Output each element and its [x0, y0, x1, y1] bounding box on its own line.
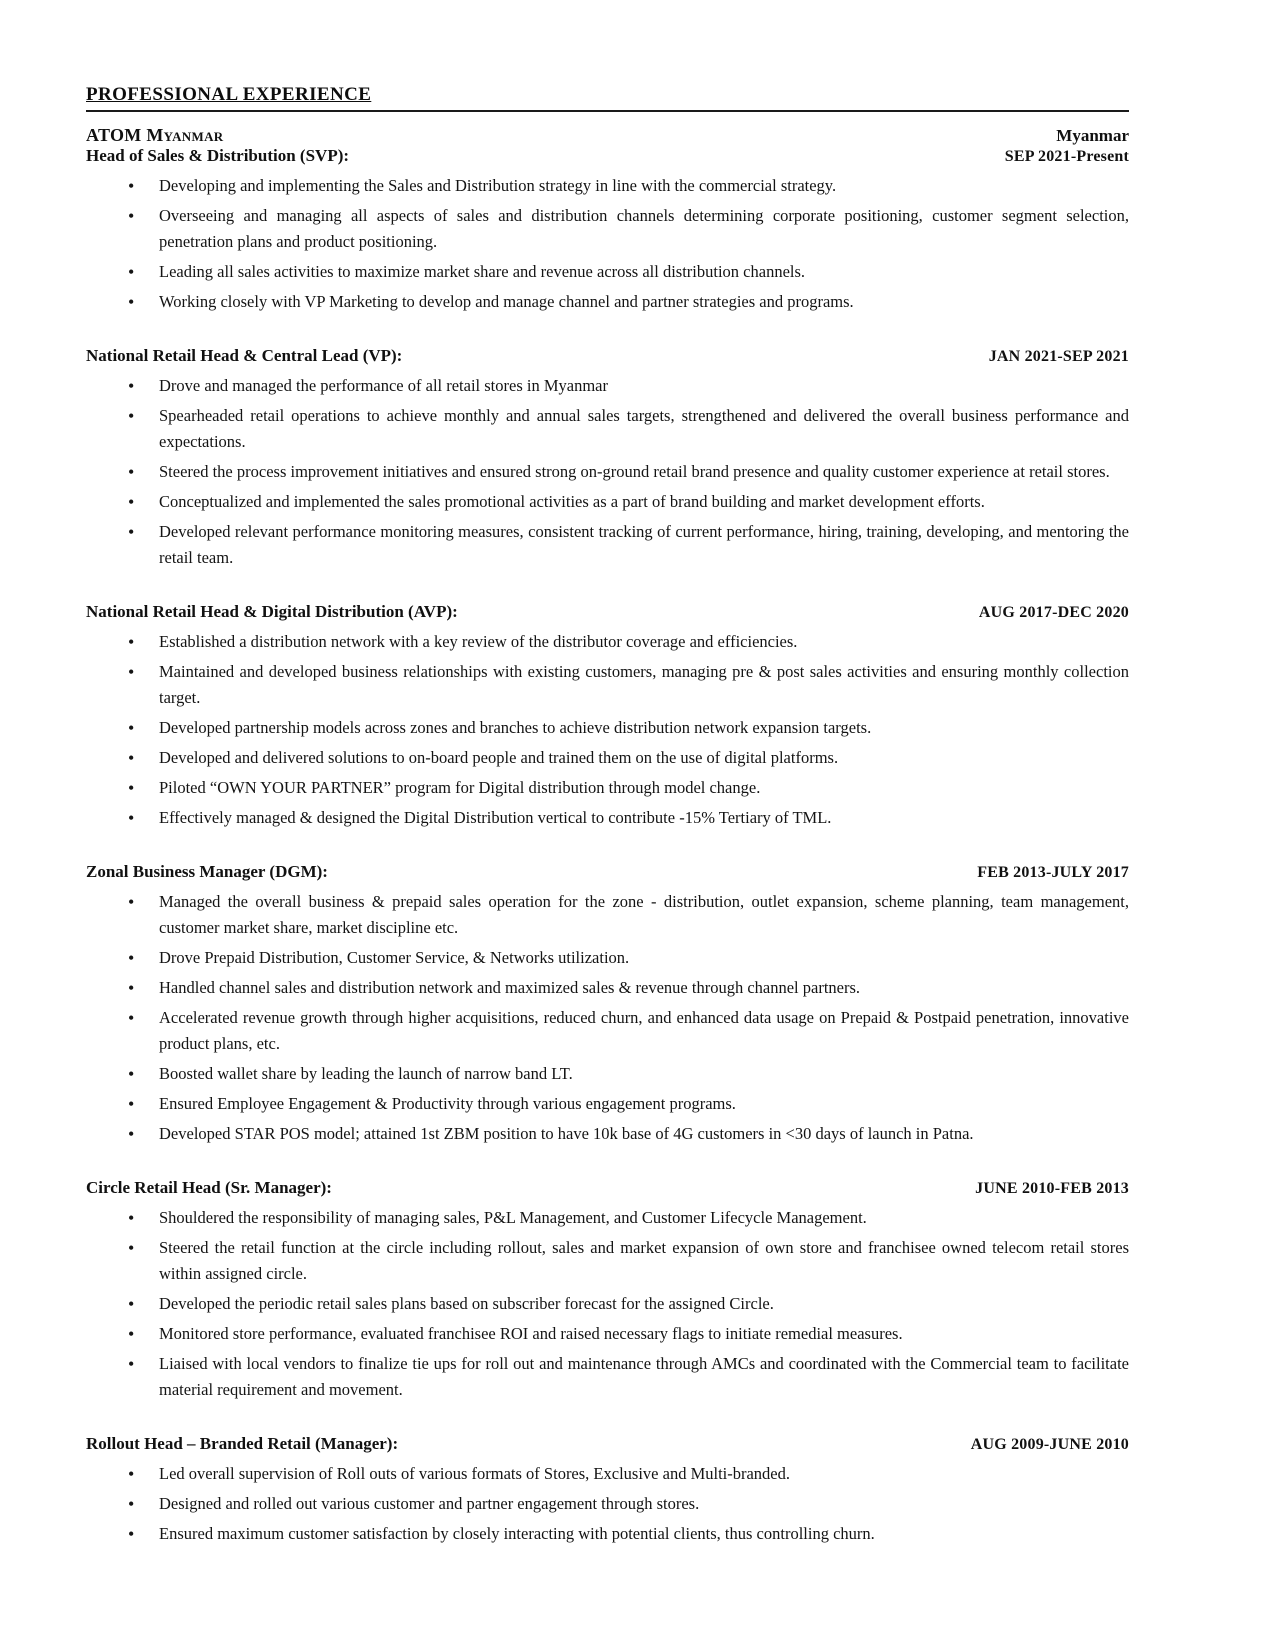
bullet-item: • Developed and delivered solutions to on-board people and trained them on the use of digital platforms. [126, 745, 1129, 771]
job-dates: SEP 2021-Present [1004, 148, 1129, 165]
bullet-item: • Boosted wallet share by leading the launch of narrow band LT. [126, 1061, 1129, 1087]
company-location: Myanmar [1056, 126, 1129, 145]
bullet-item: • Overseeing and managing all aspects of sales and distribution channels determining corporate positioning, customer segment selection, penetration plans and product positioning. [126, 203, 1129, 255]
job-dates: JAN 2021-SEP 2021 [988, 348, 1129, 365]
job-title: Head of Sales & Distribution (SVP): [86, 146, 350, 165]
bullet-item: • Monitored store performance, evaluated franchisee ROI and raised necessary flags to initiate remedial measures. [126, 1321, 1129, 1347]
bullet-list [126, 629, 1129, 831]
job-header [86, 346, 1129, 366]
bullet-item: • Developed partnership models across zones and branches to achieve distribution network expansion targets. [126, 715, 1129, 741]
bullet-item: • Accelerated revenue growth through higher acquisitions, reduced churn, and enhanced data usage on Prepaid & Postpaid penetration, innovative product plans, etc. [126, 1005, 1129, 1057]
job-dates: FEB 2013-JULY 2017 [977, 864, 1129, 881]
company-name: ATOM Myanmar [86, 125, 224, 145]
bullet-item: • Leading all sales activities to maximize market share and revenue across all distribution channels. [126, 259, 1129, 285]
bullet-item: • Handled channel sales and distribution network and maximized sales & revenue through channel partners. [126, 975, 1129, 1001]
bullet-item: • Drove Prepaid Distribution, Customer Service, & Networks utilization. [126, 945, 1129, 971]
job-title: National Retail Head & Digital Distribution (AVP): [86, 602, 458, 621]
job-section-avp [86, 602, 1129, 831]
job-header [86, 1434, 1129, 1454]
bullet-item: • Liaised with local vendors to finalize tie ups for roll out and maintenance through AMCs and coordinated with the Commercial team to facilitate material requirement and movement. [126, 1351, 1129, 1403]
bullet-item: • Led overall supervision of Roll outs of various formats of Stores, Exclusive and Multi-branded. [126, 1461, 1129, 1487]
job-section-manager [86, 1434, 1129, 1547]
bullet-item: • Maintained and developed business relationships with existing customers, managing pre & post sales activities and ensuring monthly collection target. [126, 659, 1129, 711]
job-title: Zonal Business Manager (DGM): [86, 862, 328, 881]
job-dates: AUG 2017-DEC 2020 [978, 604, 1129, 621]
job-header [86, 862, 1129, 882]
bullet-list [126, 889, 1129, 1147]
bullet-item: • Developed relevant performance monitoring measures, consistent tracking of current performance, hiring, training, developing, and mentoring the retail team. [126, 519, 1129, 571]
job-dates: JUNE 2010-FEB 2013 [975, 1180, 1129, 1197]
bullet-list [126, 1205, 1129, 1403]
bullet-item: • Developed the periodic retail sales plans based on subscriber forecast for the assigned Circle. [126, 1291, 1129, 1317]
bullet-item: • Designed and rolled out various customer and partner engagement through stores. [126, 1491, 1129, 1517]
bullet-item: • Steered the retail function at the circle including rollout, sales and market expansion of own store and franchisee owned telecom retail stores within assigned circle. [126, 1235, 1129, 1287]
job-header [86, 146, 1129, 166]
bullet-item: • Piloted “OWN YOUR PARTNER” program for Digital distribution through model change. [126, 775, 1129, 801]
bullet-item: • Effectively managed & designed the Digital Distribution vertical to contribute -15% Tertiary of TML. [126, 805, 1129, 831]
job-dates: AUG 2009-JUNE 2010 [970, 1436, 1129, 1453]
bullet-item: • Spearheaded retail operations to achieve monthly and annual sales targets, strengthened and delivered the overall business performance and expectations. [126, 403, 1129, 455]
bullet-item: • Ensured Employee Engagement & Productivity through various engagement programs. [126, 1091, 1129, 1117]
bullet-item: • Developed STAR POS model; attained 1st ZBM position to have 10k base of 4G customers in <30 days of launch in Patna. [126, 1121, 1129, 1147]
company-row [86, 125, 1129, 146]
job-section-svp [86, 146, 1129, 315]
bullet-item: • Shouldered the responsibility of managing sales, P&L Management, and Customer Lifecycle Management. [126, 1205, 1129, 1231]
bullet-list [126, 1461, 1129, 1547]
job-section-vp [86, 346, 1129, 571]
job-title: Circle Retail Head (Sr. Manager): [86, 1178, 332, 1197]
bullet-item: • Drove and managed the performance of all retail stores in Myanmar [126, 373, 1129, 399]
professional-experience-heading [86, 84, 1129, 112]
bullet-item: • Established a distribution network with a key review of the distributor coverage and efficiencies. [126, 629, 1129, 655]
bullet-item: • Ensured maximum customer satisfaction by closely interacting with potential clients, thus controlling churn. [126, 1521, 1129, 1547]
bullet-item: • Conceptualized and implemented the sales promotional activities as a part of brand building and market development efforts. [126, 489, 1129, 515]
job-title: National Retail Head & Central Lead (VP): [86, 346, 403, 365]
bullet-list [126, 373, 1129, 571]
heading-text: PROFESSIONAL EXPERIENCE [86, 84, 372, 105]
job-title: Rollout Head – Branded Retail (Manager): [86, 1434, 399, 1453]
job-header [86, 602, 1129, 622]
bullet-item: • Developing and implementing the Sales and Distribution strategy in line with the commercial strategy. [126, 173, 1129, 199]
bullet-list [126, 173, 1129, 315]
job-header [86, 1178, 1129, 1198]
bullet-item: • Steered the process improvement initiatives and ensured strong on-ground retail brand presence and quality customer experience at retail stores. [126, 459, 1129, 485]
bullet-item: • Managed the overall business & prepaid sales operation for the zone - distribution, outlet expansion, scheme planning, team management, customer market share, market discipline etc. [126, 889, 1129, 941]
job-section-dgm [86, 862, 1129, 1147]
job-section-sr-manager [86, 1178, 1129, 1403]
bullet-item: • Working closely with VP Marketing to develop and manage channel and partner strategies and programs. [126, 289, 1129, 315]
